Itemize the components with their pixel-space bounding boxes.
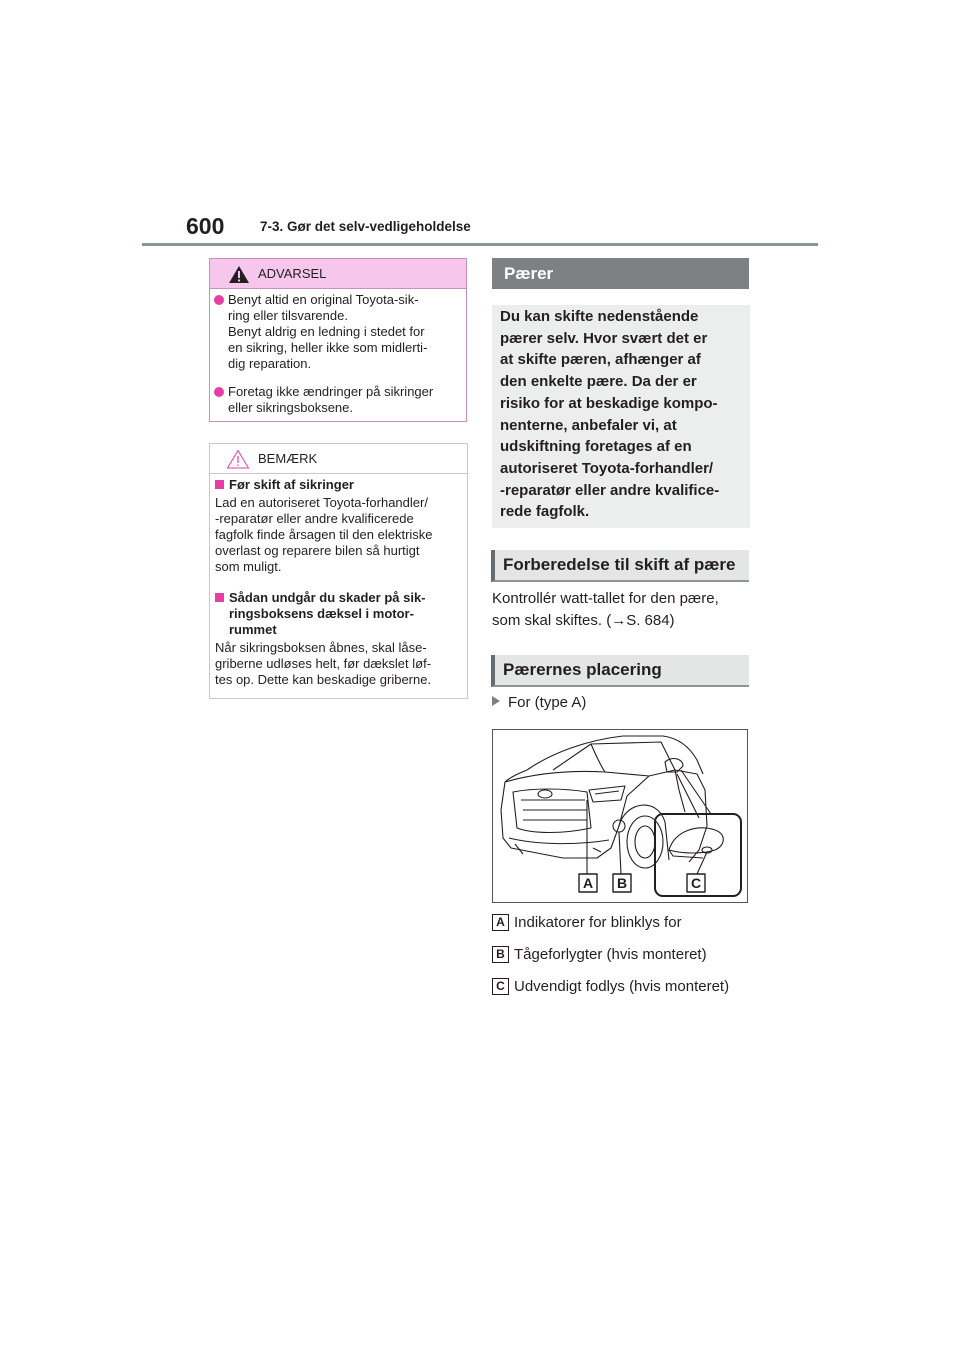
preparation-text: [492, 588, 752, 632]
car-illustration: [492, 729, 748, 903]
bullet-square-icon: [215, 593, 224, 602]
warning-item: [214, 292, 427, 372]
summary-box: [492, 305, 750, 528]
warning-item-text: Benyt altid en original Toyota-sik- ring eller tilsvarende. Benyt aldrig en ledning i stedet for en sikring, heller ikke som midlerti- dig reparation.: [228, 292, 428, 371]
warning-item: [214, 384, 433, 416]
bullet-dot-icon: [214, 295, 224, 305]
preparation-text-line: Kontrollér watt-tallet for den pære,: [492, 590, 719, 607]
legend-item-a: [492, 913, 682, 933]
header-rule: [142, 243, 818, 246]
note-header: [210, 444, 467, 474]
warning-header: [210, 259, 466, 289]
legend-text: Tågeforlygter (hvis monteret): [514, 946, 707, 963]
note-section-body: Når sikringsboksen åbnes, skal låse- griberne udløses helt, før dækslet løf- tes op. Dette kan beskadige griberne.: [215, 640, 432, 687]
note-section-heading: Sådan undgår du skader på sik- ringsboksens dæksel i motor- rummet: [229, 590, 426, 637]
triangle-right-icon: [492, 696, 500, 706]
section-title: 7-3. Gør det selv-vedligeholdelse: [260, 219, 471, 234]
note-section: [215, 590, 431, 688]
figure-label-b: B: [616, 875, 628, 891]
summary-text: Du kan skifte nedenstående pærer selv. Hvor svært det er at skifte pæren, afhænger af den enkelte pære. Da der er risiko for at beskadige kompo- nenterne, anbefaler vi, at udskiftning foretages af en autoriseret Toyota-forhandler/ -reparatør eller andre kvalifice- rede fagfolk.: [500, 308, 720, 521]
caution-triangle-icon: [226, 449, 250, 469]
subheading-preparation: Forberedelse til skift af pære: [491, 550, 749, 582]
note-section: [215, 477, 433, 575]
arrow-right-icon: →: [611, 612, 627, 629]
note-box: [209, 443, 468, 699]
figure-label-a: A: [582, 875, 594, 891]
type-label-text: For (type A): [508, 694, 587, 711]
bullet-square-icon: [215, 480, 224, 489]
car-drawing: [493, 730, 747, 902]
warning-item-text: Foretag ikke ændringer på sikringer eller sikringsboksene.: [228, 384, 434, 415]
legend-text: Indikatorer for blinklys for: [514, 914, 682, 931]
type-label: [492, 693, 586, 713]
legend-item-b: [492, 945, 707, 965]
legend-key: B: [492, 946, 509, 963]
legend-key: C: [492, 978, 509, 995]
note-section-body: Lad en autoriseret Toyota-forhandler/ -reparatør eller andre kvalificerede fagfolk finde årsagen til den elektriske overlast og reparere bilen så hurtigt som muligt.: [215, 495, 433, 574]
legend-key: A: [492, 914, 509, 931]
subheading-placement: Pærernes placering: [491, 655, 749, 687]
legend-item-c: [492, 977, 729, 997]
preparation-text-line: som skal skiftes. (: [492, 612, 612, 629]
figure-label-c: C: [690, 875, 702, 891]
warning-title: ADVARSEL: [258, 266, 327, 281]
warning-triangle-icon: [228, 265, 250, 284]
note-title: BEMÆRK: [258, 451, 318, 466]
bullet-dot-icon: [214, 387, 224, 397]
note-section-heading: Før skift af sikringer: [229, 477, 354, 492]
legend-text: Udvendigt fodlys (hvis monteret): [514, 978, 730, 995]
warning-box: [209, 258, 467, 422]
page-number: 600: [186, 213, 225, 239]
page-reference[interactable]: S. 684): [626, 612, 675, 629]
section-heading-bulbs: Pærer: [492, 258, 749, 289]
